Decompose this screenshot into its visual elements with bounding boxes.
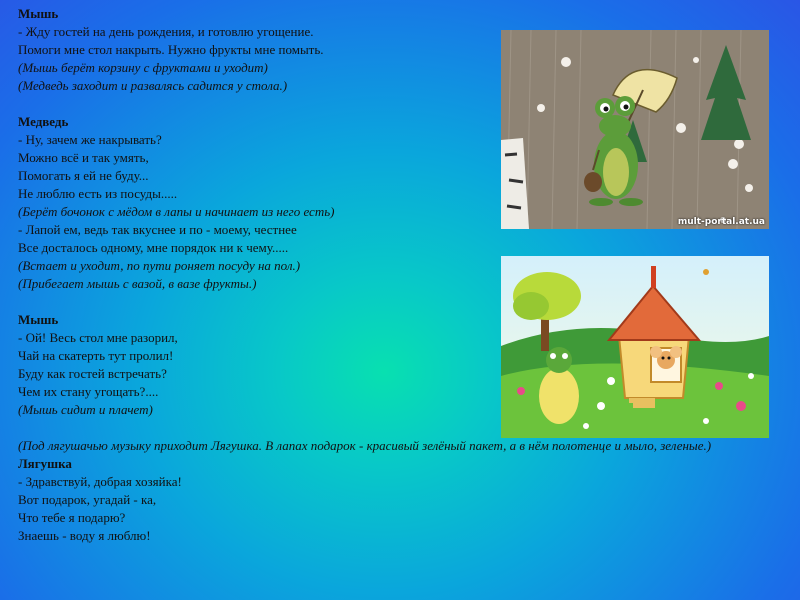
dialogue-line: Чем их стану угощать?.... <box>18 384 159 399</box>
dialogue-line: Все досталось одному, мне порядок ни к чему..... <box>18 240 289 255</box>
stage-direction: (Мышь берёт корзину с фруктами и уходит) <box>18 60 268 75</box>
dialogue-line: Помоги мне стол накрыть. Нужно фрукты мне помыть. <box>18 42 324 57</box>
speaker-name: Медведь <box>18 114 69 129</box>
dialogue-line: - Здравствуй, добрая хозяйка! <box>18 474 182 489</box>
mouse-house-illustration <box>501 256 769 438</box>
dialogue-line: Не люблю есть из посуды..... <box>18 186 178 201</box>
mouse-house-image <box>501 256 769 438</box>
stage-direction: (Берёт бочонок с мёдом в лапы и начинает из него есть) <box>18 204 335 219</box>
dialogue-line: Буду как гостей встречать? <box>18 366 167 381</box>
dialogue-line: Что тебе я подарю? <box>18 510 126 525</box>
frog-umbrella-illustration <box>501 30 769 229</box>
dialogue-line: Знаешь - воду я люблю! <box>18 528 151 543</box>
dialogue-line: Помогать я ей не буду... <box>18 168 149 183</box>
frog-umbrella-image <box>501 30 769 229</box>
speaker-name: Мышь <box>18 312 59 327</box>
watermark-label: mult-portal.at.ua <box>677 217 765 227</box>
stage-direction: (Мышь сидит и плачет) <box>18 402 153 417</box>
dialogue-line: - Жду гостей на день рождения, и готовлю угощение. <box>18 24 314 39</box>
stage-direction: (Встает и уходит, по пути роняет посуду на пол.) <box>18 258 301 273</box>
dialogue-line: - Лапой ем, ведь так вкуснее и по - моему, честнее <box>18 222 297 237</box>
stage-direction: (Прибегает мышь с вазой, в вазе фрукты.) <box>18 276 257 291</box>
stage-direction: (Под лягушачью музыку приходит Лягушка. В лапах подарок - красивый зелёный пакет, а в нём полотенце и мыло, зеленые.) <box>18 438 712 453</box>
dialogue-line: - Ой! Весь стол мне разорил, <box>18 330 178 345</box>
speaker-name: Лягушка <box>18 456 72 471</box>
dialogue-line: Можно всё и так умять, <box>18 150 149 165</box>
stage-direction: (Медведь заходит и развалясь садится у стола.) <box>18 78 288 93</box>
dialogue-line: Чай на скатерть тут пролил! <box>18 348 174 363</box>
dialogue-line: - Ну, зачем же накрывать? <box>18 132 162 147</box>
speaker-name: Мышь <box>18 6 59 21</box>
dialogue-line: Вот подарок, угадай - ка, <box>18 492 157 507</box>
